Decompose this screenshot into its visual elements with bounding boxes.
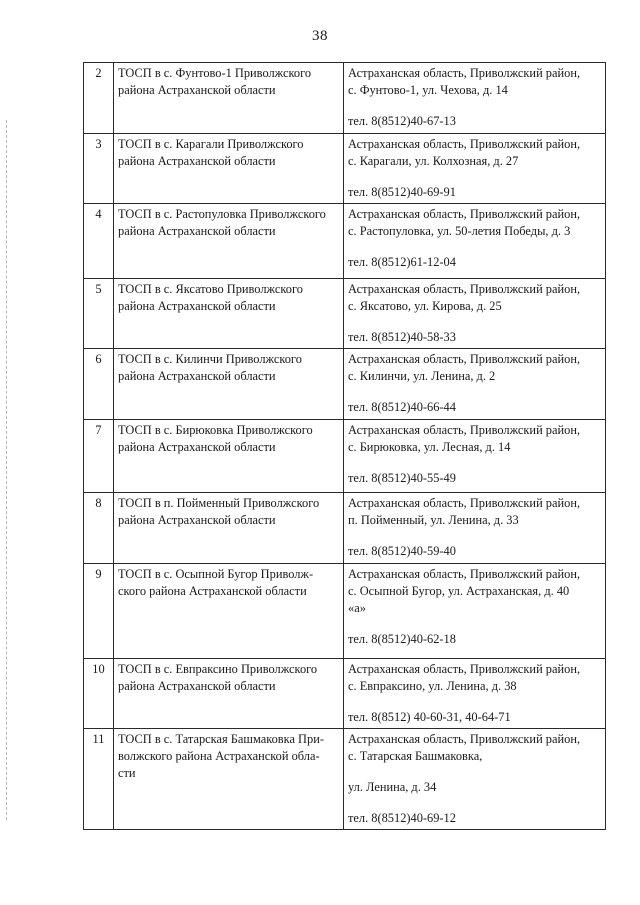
- phone-number: тел. 8(8512)40-66-44: [348, 400, 456, 414]
- phone-number: тел. 8(8512)40-59-40: [348, 544, 456, 558]
- table-row: [84, 659, 606, 729]
- phone-number: тел. 8(8512)40-69-91: [348, 185, 456, 199]
- office-name-line: района Астраханской области: [118, 513, 276, 527]
- table-row: [84, 63, 606, 134]
- registry-table: [83, 62, 606, 830]
- office-name-line: ского района Астраханской области: [118, 584, 307, 598]
- row-number: 6: [84, 349, 114, 420]
- address-line: [348, 765, 601, 779]
- office-name-cell: [114, 564, 344, 659]
- address-line: с. Осыпной Бугор, ул. Астраханская, д. 40: [348, 584, 570, 598]
- row-number: 10: [84, 659, 114, 729]
- address-line: с. Татарская Башмаковка,: [348, 749, 483, 763]
- address-line: Астраханская область, Приволжский район,: [348, 282, 581, 296]
- address-cell: [344, 659, 606, 729]
- spacer: [348, 99, 601, 113]
- table-row: [84, 493, 606, 564]
- row-number: 7: [84, 420, 114, 493]
- office-name-cell: [114, 493, 344, 564]
- address-line: п. Пойменный, ул. Ленина, д. 33: [348, 513, 519, 527]
- address-line: Астраханская область, Приволжский район,: [348, 496, 581, 510]
- table-row: [84, 279, 606, 349]
- address-line: ул. Ленина, д. 34: [348, 780, 437, 794]
- office-name-cell: [114, 420, 344, 493]
- row-number: 3: [84, 134, 114, 204]
- address-cell: [344, 134, 606, 204]
- office-name-line: ТОСП в с. Фунтово-1 Приволжского: [118, 66, 312, 80]
- address-cell: [344, 420, 606, 493]
- page-number: 38: [312, 28, 328, 44]
- table-row: [84, 349, 606, 420]
- phone-number: тел. 8(8512)61-12-04: [348, 255, 456, 269]
- table-row: [84, 564, 606, 659]
- spacer: [348, 240, 601, 254]
- office-name-line: района Астраханской области: [118, 369, 276, 383]
- office-name-cell: [114, 204, 344, 279]
- office-name-line: ТОСП в с. Бирюковка Приволжского: [118, 423, 313, 437]
- spacer: [348, 796, 601, 810]
- address-line: с. Бирюковка, ул. Лесная, д. 14: [348, 440, 511, 454]
- address-line: Астраханская область, Приволжский район,: [348, 207, 581, 221]
- row-number: 8: [84, 493, 114, 564]
- office-name-cell: [114, 63, 344, 134]
- phone-number: тел. 8(8512)40-62-18: [348, 632, 456, 646]
- spacer: [348, 456, 601, 470]
- spacer: [348, 529, 601, 543]
- office-name-cell: [114, 134, 344, 204]
- registry-table-body: [84, 63, 606, 830]
- address-line: Астраханская область, Приволжский район,: [348, 662, 581, 676]
- address-line: Астраханская область, Приволжский район,: [348, 352, 581, 366]
- row-number: 9: [84, 564, 114, 659]
- office-name-line: ТОСП в с. Осыпной Бугор Приволж-: [118, 567, 314, 581]
- spacer: [348, 695, 601, 709]
- phone-number: тел. 8(8512)40-67-13: [348, 114, 456, 128]
- office-name-line: ТОСП в с. Яксатово Приволжского: [118, 282, 303, 296]
- office-name-line: района Астраханской области: [118, 299, 276, 313]
- table-row: [84, 420, 606, 493]
- address-cell: [344, 729, 606, 830]
- address-cell: [344, 349, 606, 420]
- binding-margin-marks: [6, 120, 9, 820]
- spacer: [348, 315, 601, 329]
- address-cell: [344, 204, 606, 279]
- office-name-cell: [114, 729, 344, 830]
- spacer: [348, 385, 601, 399]
- table-row: [84, 729, 606, 830]
- row-number: 11: [84, 729, 114, 830]
- address-cell: [344, 279, 606, 349]
- office-name-line: ТОСП в с. Растопуловка Приволжского: [118, 207, 326, 221]
- spacer: [348, 617, 601, 631]
- office-name-line: района Астраханской области: [118, 154, 276, 168]
- address-line: Астраханская область, Приволжский район,: [348, 66, 581, 80]
- address-line: Астраханская область, Приволжский район,: [348, 137, 581, 151]
- office-name-line: ТОСП в с. Килинчи Приволжского: [118, 352, 302, 366]
- address-line: с. Евпраксино, ул. Ленина, д. 38: [348, 679, 517, 693]
- office-name-line: волжского района Астраханской обла-: [118, 749, 320, 763]
- address-line: с. Фунтово-1, ул. Чехова, д. 14: [348, 83, 508, 97]
- table-row: [84, 204, 606, 279]
- office-name-line: ТОСП в с. Татарская Башмаковка При-: [118, 732, 324, 746]
- address-line: с. Яксатово, ул. Кирова, д. 25: [348, 299, 502, 313]
- office-name-line: ТОСП в п. Пойменный Приволжского: [118, 496, 320, 510]
- address-cell: [344, 493, 606, 564]
- office-name-line: района Астраханской области: [118, 679, 276, 693]
- office-name-line: сти: [118, 766, 136, 780]
- phone-number: тел. 8(8512)40-55-49: [348, 471, 456, 485]
- address-line: Астраханская область, Приволжский район,: [348, 567, 581, 581]
- address-line: с. Килинчи, ул. Ленина, д. 2: [348, 369, 496, 383]
- office-name-line: района Астраханской области: [118, 440, 276, 454]
- office-name-cell: [114, 349, 344, 420]
- address-line: с. Растопуловка, ул. 50-летия Победы, д. 3: [348, 224, 571, 238]
- row-number: 4: [84, 204, 114, 279]
- address-cell: [344, 564, 606, 659]
- address-line: Астраханская область, Приволжский район,: [348, 732, 581, 746]
- office-name-cell: [114, 659, 344, 729]
- phone-number: тел. 8(8512) 40-60-31, 40-64-71: [348, 710, 511, 724]
- office-name-cell: [114, 279, 344, 349]
- address-line: «а»: [348, 601, 366, 615]
- row-number: 2: [84, 63, 114, 134]
- spacer: [348, 170, 601, 184]
- office-name-line: ТОСП в с. Евпраксино Приволжского: [118, 662, 318, 676]
- address-line: с. Карагали, ул. Колхозная, д. 27: [348, 154, 519, 168]
- row-number: 5: [84, 279, 114, 349]
- office-name-line: района Астраханской области: [118, 224, 276, 238]
- phone-number: тел. 8(8512)40-69-12: [348, 811, 456, 825]
- office-name-line: района Астраханской области: [118, 83, 276, 97]
- office-name-line: ТОСП в с. Карагали Приволжского: [118, 137, 304, 151]
- phone-number: тел. 8(8512)40-58-33: [348, 330, 456, 344]
- address-cell: [344, 63, 606, 134]
- address-line: Астраханская область, Приволжский район,: [348, 423, 581, 437]
- table-row: [84, 134, 606, 204]
